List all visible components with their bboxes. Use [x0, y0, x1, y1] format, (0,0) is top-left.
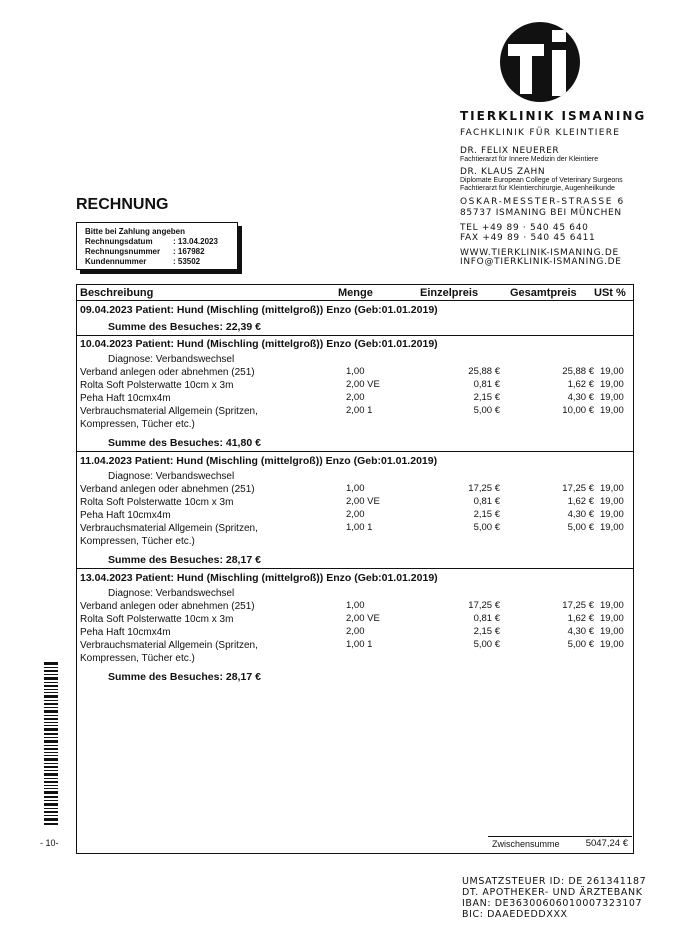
clinic-subtitle: FACHKLINIK FÜR KLEINTIERE [460, 128, 621, 138]
clinic-fax: FAX +49 89 · 540 45 6411 [460, 233, 596, 243]
invoice-date-row [85, 237, 218, 246]
item-vat: 19,00 [600, 496, 624, 507]
item-unit-price: 5,00 € [473, 639, 500, 650]
invoice-number-row [85, 247, 205, 256]
bank-name: DT. APOTHEKER- UND ÄRZTEBANK [462, 887, 643, 898]
item-vat: 19,00 [600, 509, 624, 520]
page-number: - 10- [40, 838, 59, 848]
customer-number-row [85, 257, 200, 266]
item-description: Verbrauchsmaterial Allgemein (Spritzen, [80, 523, 258, 534]
header-quantity: Menge [338, 287, 373, 299]
visit-summary: Summe des Besuches: 41,80 € [108, 437, 261, 449]
item-description: Peha Haft 10cmx4m [80, 510, 171, 521]
item-total-price: 5,00 € [567, 639, 594, 650]
item-description: Peha Haft 10cmx4m [80, 393, 171, 404]
item-vat: 19,00 [600, 366, 624, 377]
invoice-date-value: : 13.04.2023 [173, 237, 218, 246]
item-quantity: 1,00 [346, 483, 365, 494]
visit-divider [76, 568, 634, 569]
bic: BIC: DAAEDEDDXXX [462, 909, 568, 920]
invoice-number-label: Rechnungsnummer [85, 247, 161, 256]
item-quantity: 2,00 [346, 626, 365, 637]
visit-divider [76, 335, 634, 336]
item-description: Verbrauchsmaterial Allgemein (Spritzen, [80, 640, 258, 651]
item-quantity: 2,00 [346, 392, 365, 403]
visit-heading: 10.04.2023 Patient: Hund (Mischling (mittelgroß)) Enzo (Geb:01.01.2019) [80, 338, 438, 350]
item-total-price: 1,62 € [567, 613, 594, 624]
item-description-cont: Kompressen, Tücher etc.) [80, 536, 195, 547]
payment-info-box [76, 222, 238, 270]
clinic-logo-icon [500, 22, 580, 102]
item-unit-price: 5,00 € [473, 405, 500, 416]
item-vat: 19,00 [600, 483, 624, 494]
item-total-price: 1,62 € [567, 379, 594, 390]
item-vat: 19,00 [600, 600, 624, 611]
item-quantity: 2,00 VE [346, 379, 380, 390]
document-title: RECHNUNG [76, 196, 169, 213]
item-unit-price: 5,00 € [473, 522, 500, 533]
item-vat: 19,00 [600, 613, 624, 624]
iban: IBAN: DE36300606010007323107 [462, 898, 643, 909]
item-description: Rolta Soft Polsterwatte 10cm x 3m [80, 497, 234, 508]
item-total-price: 10,00 € [562, 405, 594, 416]
customer-number-label: Kundennummer [85, 257, 147, 266]
item-unit-price: 2,15 € [473, 509, 500, 520]
item-quantity: 1,00 [346, 600, 365, 611]
item-description-cont: Kompressen, Tücher etc.) [80, 419, 195, 430]
clinic-city: 85737 ISMANING BEI MÜNCHEN [460, 208, 622, 218]
item-vat: 19,00 [600, 405, 624, 416]
subtotal-value: 5047,24 € [585, 838, 628, 849]
item-description: Verbrauchsmaterial Allgemein (Spritzen, [80, 406, 258, 417]
item-vat: 19,00 [600, 522, 624, 533]
item-total-price: 4,30 € [567, 626, 594, 637]
header-description: Beschreibung [80, 287, 154, 299]
invoice-date-label: Rechnungsdatum [85, 237, 153, 246]
vat-id: UMSATZSTEUER ID: DE 261341187 [462, 876, 647, 887]
item-total-price: 5,00 € [567, 522, 594, 533]
header-total-price: Gesamtpreis [510, 287, 577, 299]
item-quantity: 1,00 1 [346, 639, 373, 650]
item-vat: 19,00 [600, 626, 624, 637]
item-total-price: 25,88 € [562, 366, 594, 377]
doctor1-title: Fachtierarzt für Innere Medizin der Kleintiere [460, 156, 599, 163]
item-description: Peha Haft 10cmx4m [80, 627, 171, 638]
item-description: Verband anlegen oder abnehmen (251) [80, 601, 255, 612]
visit-heading: 09.04.2023 Patient: Hund (Mischling (mittelgroß)) Enzo (Geb:01.01.2019) [80, 304, 438, 316]
item-quantity: 2,00 VE [346, 496, 380, 507]
clinic-mail: INFO@TIERKLINIK-ISMANING.DE [460, 257, 622, 267]
invoice-number-value: : 167982 [173, 247, 205, 256]
clinic-web: WWW.TIERKLINIK-ISMANING.DE [460, 248, 619, 258]
item-description: Verband anlegen oder abnehmen (251) [80, 367, 255, 378]
item-total-price: 1,62 € [567, 496, 594, 507]
doctor2-title1: Diplomate European College of Veterinary Surgeons [460, 177, 623, 184]
item-vat: 19,00 [600, 639, 624, 650]
item-unit-price: 17,25 € [468, 600, 500, 611]
visit-heading: 13.04.2023 Patient: Hund (Mischling (mittelgroß)) Enzo (Geb:01.01.2019) [80, 572, 438, 584]
item-vat: 19,00 [600, 379, 624, 390]
info-heading: Bitte bei Zahlung angeben [85, 227, 186, 236]
clinic-tel: TEL +49 89 · 540 45 640 [460, 223, 589, 233]
item-unit-price: 0,81 € [473, 496, 500, 507]
header-vat: USt % [594, 287, 626, 299]
header-divider [76, 300, 634, 301]
item-quantity: 1,00 [346, 366, 365, 377]
item-description: Rolta Soft Polsterwatte 10cm x 3m [80, 380, 234, 391]
barcode-icon [44, 662, 58, 826]
visit-divider [76, 451, 634, 452]
doctor2-name: DR. KLAUS ZAHN [460, 167, 546, 177]
item-total-price: 17,25 € [562, 600, 594, 611]
item-vat: 19,00 [600, 392, 624, 403]
item-description: Rolta Soft Polsterwatte 10cm x 3m [80, 614, 234, 625]
item-unit-price: 25,88 € [468, 366, 500, 377]
visit-diagnosis: Diagnose: Verbandswechsel [108, 354, 235, 365]
item-unit-price: 0,81 € [473, 613, 500, 624]
item-total-price: 4,30 € [567, 509, 594, 520]
visit-summary: Summe des Besuches: 28,17 € [108, 554, 261, 566]
doctor2-title2: Fachtierarzt für Kleintierchirurgie, Augenheilkunde [460, 185, 615, 192]
visit-diagnosis: Diagnose: Verbandswechsel [108, 588, 235, 599]
item-quantity: 2,00 VE [346, 613, 380, 624]
customer-number-value: : 53502 [173, 257, 201, 266]
item-unit-price: 0,81 € [473, 379, 500, 390]
item-quantity: 2,00 [346, 509, 365, 520]
doctor1-name: DR. FELIX NEUERER [460, 146, 560, 156]
item-description: Verband anlegen oder abnehmen (251) [80, 484, 255, 495]
item-unit-price: 2,15 € [473, 626, 500, 637]
item-total-price: 4,30 € [567, 392, 594, 403]
item-quantity: 2,00 1 [346, 405, 373, 416]
item-quantity: 1,00 1 [346, 522, 373, 533]
item-description-cont: Kompressen, Tücher etc.) [80, 653, 195, 664]
item-total-price: 17,25 € [562, 483, 594, 494]
clinic-street: OSKAR-MESSTER-STRASSE 6 [460, 197, 625, 207]
visit-summary: Summe des Besuches: 22,39 € [108, 321, 261, 333]
item-unit-price: 2,15 € [473, 392, 500, 403]
subtotal-label: Zwischensumme [492, 839, 560, 849]
visit-heading: 11.04.2023 Patient: Hund (Mischling (mittelgroß)) Enzo (Geb:01.01.2019) [80, 455, 438, 467]
visit-summary: Summe des Besuches: 28,17 € [108, 671, 261, 683]
header-unit-price: Einzelpreis [420, 287, 479, 299]
visit-diagnosis: Diagnose: Verbandswechsel [108, 471, 235, 482]
item-unit-price: 17,25 € [468, 483, 500, 494]
clinic-name: TIERKLINIK ISMANING [460, 109, 647, 123]
